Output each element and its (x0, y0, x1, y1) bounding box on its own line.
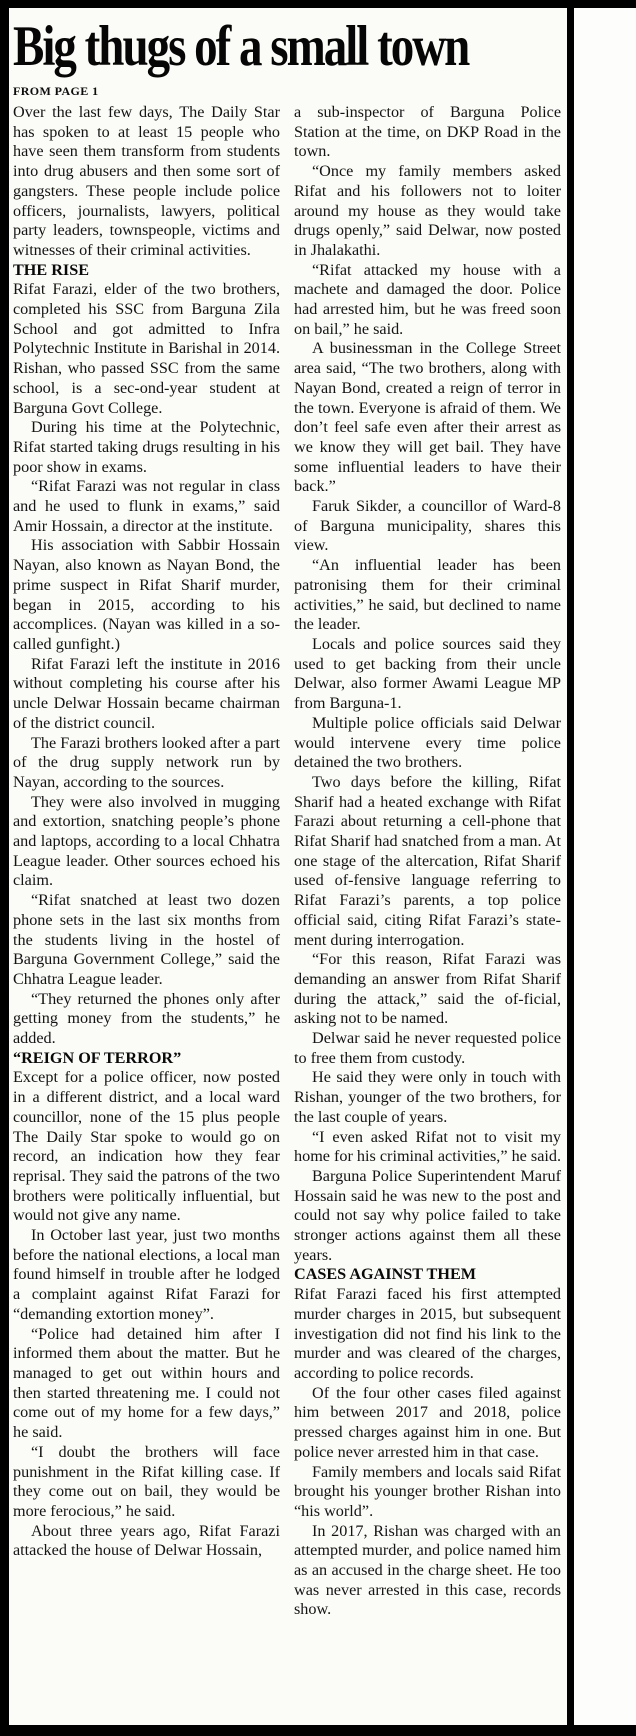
article-paragraph: Delwar said he never requested police to free them from custody. (294, 1029, 561, 1067)
article-paragraph: “I doubt the brothers will face punishment in the Rifat killing case. If they come out on bail, they would be more ferocious,” he said. (13, 1442, 280, 1520)
article-paragraph: A businessman in the College Street area said, “The two brothers, along with Nayan Bond, created a reign of terror in the town. Everyone is afraid of them. We don’t feel safe even after their arrest as we know they will get bail. They have some influential leaders to have their back.” (294, 339, 561, 496)
article-paragraph: “An influential leader has been patronising them for their criminal activities,” he said, but declined to name the leader. (294, 556, 561, 634)
article-paragraph: “Rifat attacked my house with a machete and damaged the door. Police had arrested him, but he was freed soon on bail,” he said. (294, 260, 561, 338)
article-paragraph: Family members and locals said Rifat brought his younger brother Rishan into “his world”. (294, 1462, 561, 1520)
page-edge-rule (567, 0, 574, 1736)
article-paragraph: “Police had detained him after I informed them about the matter. But he managed to get out within hours and then started threatening me. I could not come out of my home for a few days,” he said. (13, 1324, 280, 1442)
article-paragraph: “They returned the phones only after getting money from the students,” he added. (13, 989, 280, 1048)
article-paragraph: “I even asked Rifat not to visit my home for his criminal activities,” he said. (294, 1127, 562, 1166)
article-paragraph: Barguna Police Superintendent Maruf Hossain said he was new to the post and could not say why police failed to take stronger actions against them all these years. (294, 1166, 561, 1264)
article-paragraph: “Once my family members asked Rifat and his followers not to loiter around my house as they would take drugs openly,” said Delwar, now posted in Jhalakathi. (294, 162, 561, 259)
article-paragraph: He said they were only in touch with Rishan, younger of the two brothers, for the last couple of years. (294, 1068, 561, 1126)
article-paragraph: Of the four other cases filed against him between 2017 and 2018, police pressed charges against him in one. But police never arrested him in that case. (294, 1383, 561, 1461)
section-heading: THE RISE (13, 260, 90, 279)
section-heading: “REIGN OF TERROR” (13, 1048, 182, 1067)
from-page-note: FROM PAGE 1 (13, 84, 99, 98)
article-paragraph: During his time at the Polytechnic, Rifat started taking drugs resulting in his poor show in exams. (13, 418, 280, 476)
article-columns (13, 103, 561, 1620)
page-border-bottom (0, 1725, 636, 1736)
page-border-left (0, 0, 9, 1736)
article-paragraph: “For this reason, Rifat Farazi was demanding an answer from Rifat Sharif during the attack,” said the of-ficial, asking not to be named. (294, 950, 561, 1028)
article-paragraph: Two days before the killing, Rifat Sharif had a heated exchange with Rifat Farazi about returning a cell-phone that Rifat Sharif had snatched from a man. At one stage of the altercation, Rifat Sharif used of-fensive language referring to Rifat Farazi’s parents, a top police official said, citing Rifat Farazi’s state-ment during interrogation. (294, 772, 561, 949)
article-paragraph: “Rifat snatched at least two dozen phone sets in the last six months from the students living in the hostel of Barguna Government College,” said the Chhatra League leader. (13, 891, 280, 988)
article-paragraph: Locals and police sources said they used to get backing from their uncle Delwar, also former Awami League MP from Barguna-1. (294, 634, 561, 713)
article-paragraph: His association with Sabbir Hossain Nayan, also known as Nayan Bond, the prime suspect in Rifat Sharif murder, began in 2015, according to his accomplices. (Nayan was killed in a so-called gunfight.) (13, 536, 280, 653)
article-paragraph: a sub-inspector of Barguna Police Station at the time, on DKP Road in the town. (294, 103, 561, 161)
article (13, 16, 561, 1620)
article-paragraph: Multiple police officials said Delwar would intervene every time police detained the two brothers. (294, 713, 561, 772)
article-paragraph: Rifat Farazi, elder of the two brothers, completed his SSC from Barguna Zila School and got admitted to Infra Polytechnic Institute in Barishal in 2014. Rishan, who passed SSC from the same school, is a sec-ond-year student at Barguna Govt College. (13, 280, 280, 417)
article-column-left (13, 103, 280, 1561)
article-headline: Big thugs of a small town (13, 14, 469, 79)
article-paragraph: Rifat Farazi faced his first attempted murder charges in 2015, but subsequent investigation did not find his link to the murder and was cleared of the charges, according to police records. (294, 1285, 561, 1382)
article-paragraph: About three years ago, Rifat Farazi attacked the house of Delwar Hossain, (13, 1521, 280, 1560)
article-paragraph: Faruk Sikder, a councillor of Ward-8 of Barguna municipality, shares this view. (294, 497, 561, 555)
article-paragraph: They were also involved in mugging and extortion, snatching people’s phone and laptops, according to a local Chhatra League leader. Other sources echoed his claim. (13, 792, 280, 890)
section-heading: CASES AGAINST THEM (294, 1265, 477, 1284)
article-column-right (294, 103, 561, 1620)
article-paragraph: The Farazi brothers looked after a part of the drug supply network run by Nayan, according to the sources. (13, 733, 280, 791)
article-paragraph: Rifat Farazi left the institute in 2016 without completing his course after his uncle Delwar Hossain became chairman of the district council. (13, 654, 280, 732)
article-paragraph: In 2017, Rishan was charged with an attempted murder, and police named him as an accused in the charge sheet. He too was never arrested in this case, records show. (294, 1521, 561, 1619)
article-paragraph: Over the last few days, The Daily Star has spoken to at least 15 people who have seen them transform from students into drug abusers and then some sort of gangsters. These people include police officers, journalists, lawyers, political party leaders, townspeople, victims and witnesses of their criminal activities. (13, 103, 280, 259)
article-paragraph: In October last year, just two months before the national elections, a local man found himself in trouble after he lodged a complaint against Rifat Farazi for “demanding extortion money”. (13, 1226, 280, 1323)
article-paragraph: “Rifat Farazi was not regular in class and he used to flunk in exams,” said Amir Hossain, a director at the institute. (13, 477, 280, 535)
page-gutter (574, 8, 636, 1725)
article-paragraph: Except for a police officer, now posted in a different district, and a local ward councillor, none of the 15 plus people The Daily Star spoke to would go on record, an indication how they fear reprisal. They said the patrons of the two brothers were politically influential, but would not give any name. (13, 1068, 280, 1225)
page-border-top (0, 0, 636, 8)
